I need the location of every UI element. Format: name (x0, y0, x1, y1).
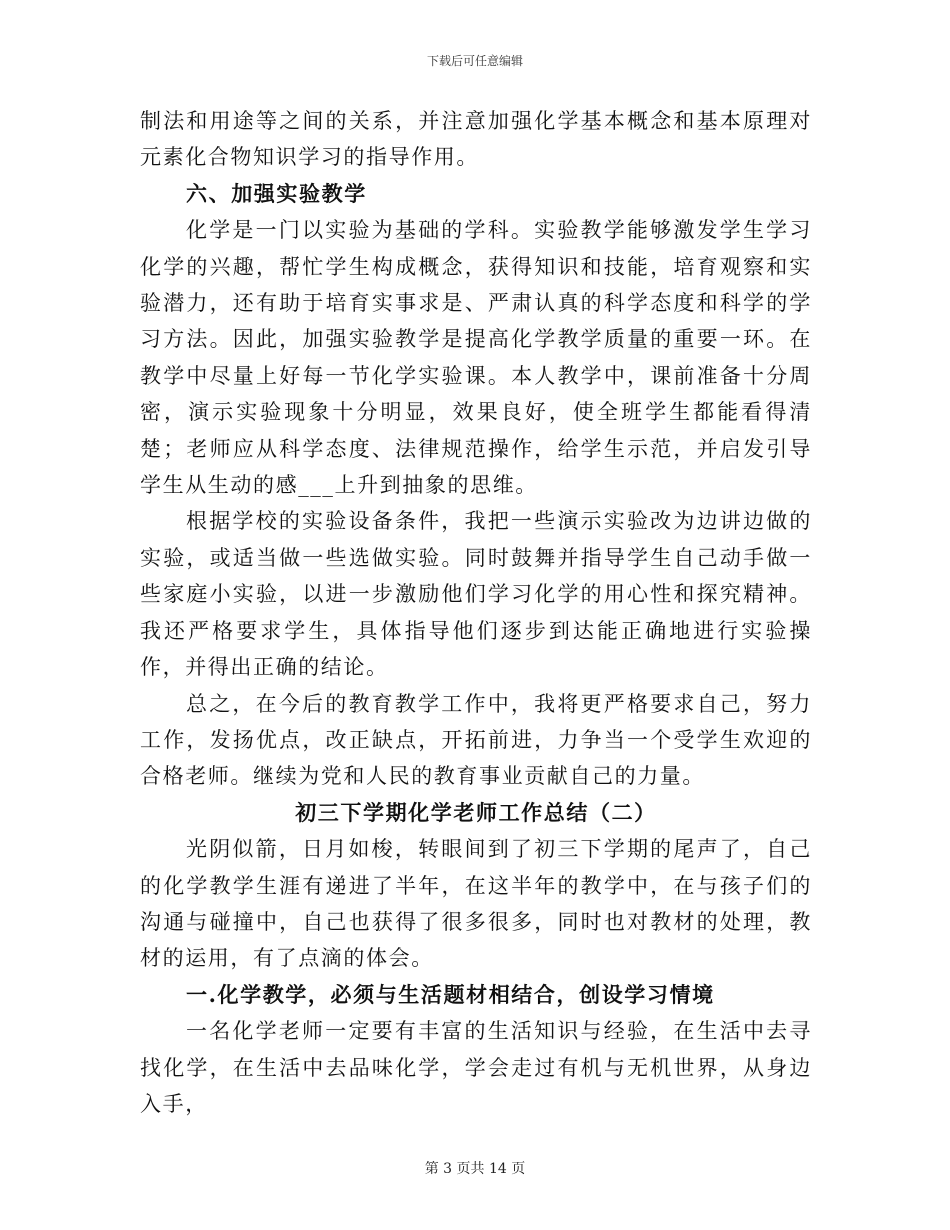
document-title-part-two: 初三下学期化学老师工作总结（二） (295, 799, 657, 825)
page-header: 下载后可任意编辑 (426, 54, 523, 68)
paragraph-life-chemistry: 一名化学老师一定要有丰富的生活知识与经验，在生活中去寻找化学，在生活中去品味化学，学会走过有机与无机世界，从身边入手， (140, 1019, 812, 1116)
paragraph-continuation: 制法和用途等之间的关系，并注意加强化学基本概念和基本原理对元素化合物知识学习的指导作用。 (140, 109, 812, 170)
paragraph-experiment-teaching: 化学是一门以实验为基础的学科。实验教学能够激发学生学习化学的兴趣，帮忙学生构成概念，获得知识和技能，培育观察和实验潜力，还有助于培育实事求是、严肃认真的科学态度和科学的学习方法。因此，加强实验教学是提高化学教学质量的重要一环。在教学中尽量上好每一节化学实验课。本人教学中，课前准备十分周密，演示实验现象十分明显，效果良好，使全班学生都能看得清楚；老师应从科学态度、法律规范操作，给学生示范，并启发引导学生从生动的感___上升到抽象的思维。 (140, 218, 812, 498)
section-heading-one: 一.化学教学，必须与生活题材相结合，创设学习情境 (186, 981, 715, 1007)
paragraph-intro: 光阴似箭，日月如梭，转眼间到了初三下学期的尾声了，自己的化学教学生涯有递进了半年，在这半年的教学中，在与孩子们的沟通与碰撞中，自己也获得了很多很多，同时也对教材的处理，教材的运用，有了点滴的体会。 (140, 837, 812, 971)
section-heading-six: 六、加强实验教学 (186, 180, 367, 206)
document-body (140, 103, 812, 1122)
paragraph-lab-conditions: 根据学校的实验设备条件，我把一些演示实验改为边讲边做的实验，或适当做一些选做实验。同时鼓舞并指导学生自己动手做一些家庭小实验，以进一步激励他们学习化学的用心性和探究精神。我还严格要求学生，具体指导他们逐步到达能正确地进行实验操作，并得出正确的结论。 (140, 509, 812, 680)
page-footer: 第 3 页共 14 页 (424, 1161, 526, 1177)
paragraph-conclusion: 总之，在今后的教育教学工作中，我将更严格要求自己，努力工作，发扬优点，改正缺点，开拓前进，力争当一个受学生欢迎的合格老师。继续为党和人民的教育事业贡献自己的力量。 (140, 691, 812, 789)
